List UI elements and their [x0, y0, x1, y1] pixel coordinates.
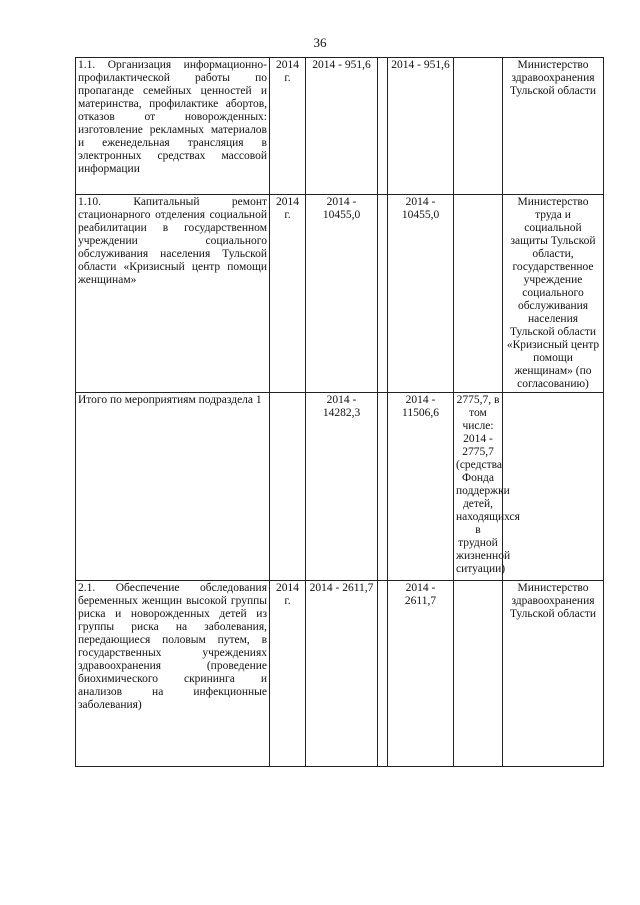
- measure-federal-funding: [378, 58, 388, 195]
- program-measures-table: [75, 57, 604, 767]
- measure-other-funding: [454, 58, 503, 195]
- measure-year: 2014 г.: [270, 58, 306, 195]
- measure-other-funding: [454, 195, 503, 393]
- measure-responsible: [503, 393, 604, 581]
- measure-responsible: Министерство труда и социальной защиты Тульской области, государственное учреждение социального обслуживания населения Тульской области «Кризисный центр помощи женщинам» (по согласованию): [503, 195, 604, 393]
- measure-total-funding: 2014 - 951,6: [306, 58, 378, 195]
- measure-year: [270, 393, 306, 581]
- measure-responsible: Министерство здравоохранения Тульской области: [503, 581, 604, 767]
- measure-total-funding: 2014 - 2611,7: [306, 581, 378, 767]
- measure-federal-funding: [378, 581, 388, 767]
- subtotal-total-funding: 2014 - 14282,3: [306, 393, 378, 581]
- measure-responsible: Министерство здравоохранения Тульской области: [503, 58, 604, 195]
- measure-name: 1.10. Капитальный ремонт стационарного отделения социальной реабилитации в государственном учреждении социального обслуживания населения Тульской области «Кризисный центр помощи женщинам»: [76, 195, 270, 393]
- table-row: [76, 581, 604, 767]
- measure-year: 2014 г.: [270, 581, 306, 767]
- measure-regional-funding: 2014 - 2611,7: [388, 581, 454, 767]
- measure-regional-funding: 2014 - 951,6: [388, 58, 454, 195]
- measure-name: 2.1. Обеспечение обследования беременных женщин высокой группы риска и новорожденных детей из группы риска на заболевания, передающиеся половым путем, в государственных учреждениях здравоохранения (проведение биохимического скрининга и анализов на инфекционные заболевания): [76, 581, 270, 767]
- measure-federal-funding: [378, 195, 388, 393]
- page-number: 36: [313, 35, 327, 50]
- measure-regional-funding: 2014 - 10455,0: [388, 195, 454, 393]
- table-row: [76, 393, 604, 581]
- measure-total-funding: 2014 - 10455,0: [306, 195, 378, 393]
- measure-year: 2014 г.: [270, 195, 306, 393]
- subtotal-label: Итого по мероприятиям подраздела 1: [76, 393, 270, 581]
- measure-other-funding: [454, 581, 503, 767]
- subtotal-other-funding: 2775,7, в том числе: 2014 - 2775,7 (средства Фонда поддержки детей, находящихся в трудной жизненной ситуации): [454, 393, 503, 581]
- subtotal-federal-funding: [378, 393, 388, 581]
- measure-name: 1.1. Организация информационно-профилактической работы по пропаганде семейных ценностей и материнства, профилактике абортов, отказов от новорожденных: изготовление рекламных материалов и еженедельная трансляция в электронных средствах массовой информации: [76, 58, 270, 195]
- table-row: [76, 195, 604, 393]
- subtotal-regional-funding: 2014 - 11506,6: [388, 393, 454, 581]
- table-row: [76, 58, 604, 195]
